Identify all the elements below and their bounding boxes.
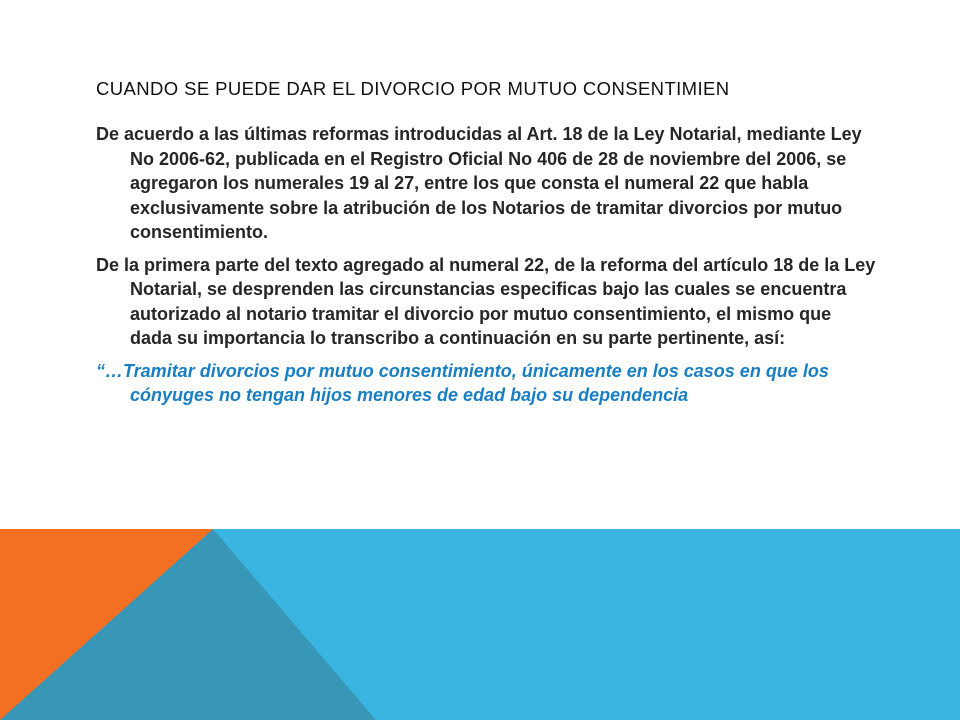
- paragraph-2: De la primera parte del texto agregado al numeral 22, de la reforma del artículo 18 de la Ley Notarial, se desprenden las circunstancias especificas bajo las cuales se encuentra autorizado al notario tramitar el divorcio por mutuo consentimiento, el mismo que dada su importancia lo transcribo a continuación en su parte pertinente, así:: [96, 254, 876, 348]
- slide-body: [96, 122, 876, 416]
- decorative-band: [0, 529, 960, 720]
- slide-title: CUANDO SE PUEDE DAR EL DIVORCIO POR MUTUO CONSENTIMIEN: [96, 78, 730, 99]
- paragraph-1: De acuerdo a las últimas reformas introducidas al Art. 18 de la Ley Notarial, mediante Ley No 2006-62, publicada en el Registro Oficial No 406 de 28 de noviembre del 2006, se agregaron los numerales 19 al 27, entre los que consta el numeral 22 que habla exclusivamente sobre la atribución de los Notarios de tramitar divorcios por mutuo consentimiento.: [96, 124, 862, 242]
- quote-paragraph: “…Tramitar divorcios por mutuo consentimiento, únicamente en los casos en que los cónyuges no tengan hijos menores de edad bajo su dependencia: [96, 360, 829, 405]
